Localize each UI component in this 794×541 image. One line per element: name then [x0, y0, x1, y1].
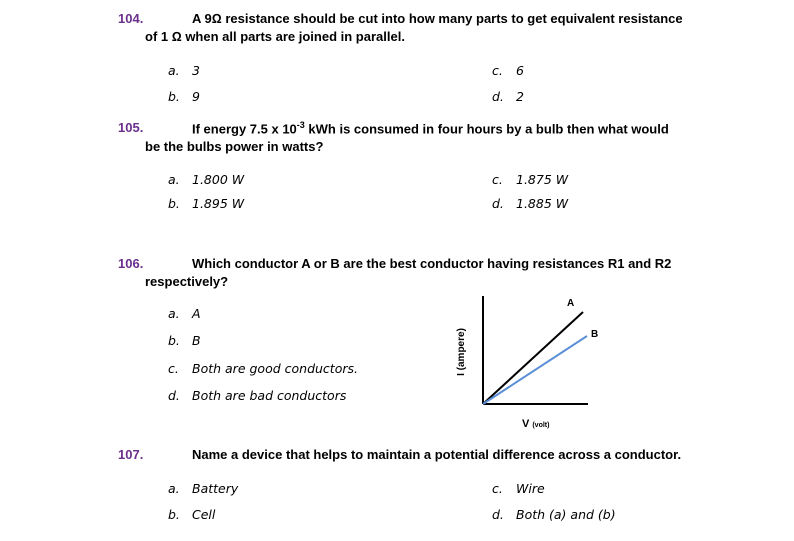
- option-letter: a.: [168, 172, 180, 187]
- question-text-line1: Which conductor A or B are the best conductor having resistances R1 and R2: [192, 256, 672, 271]
- y-axis-label: I (ampere): [456, 328, 467, 376]
- question-text-line2: be the bulbs power in watts?: [145, 139, 324, 154]
- option-d[interactable]: [492, 89, 524, 104]
- option-c[interactable]: [492, 63, 524, 78]
- option-a[interactable]: [168, 172, 244, 187]
- option-text: 1.800 W: [192, 172, 245, 187]
- option-text: A: [192, 306, 201, 321]
- option-c[interactable]: [168, 361, 358, 376]
- line-a-label: A: [567, 298, 575, 309]
- x-axis-label: V (volt): [522, 418, 550, 430]
- option-a[interactable]: [168, 481, 238, 496]
- option-a[interactable]: [168, 63, 200, 78]
- option-text: 3: [192, 63, 200, 78]
- option-letter: c.: [492, 481, 503, 496]
- option-text: Both (a) and (b): [516, 507, 616, 522]
- question-text-line2: of 1 Ω when all parts are joined in parallel.: [145, 29, 405, 44]
- option-letter: b.: [168, 89, 180, 104]
- option-d[interactable]: [492, 196, 568, 211]
- line-b-label: B: [591, 329, 599, 340]
- option-letter: d.: [492, 89, 504, 104]
- option-b[interactable]: [168, 89, 200, 104]
- line-b: [483, 336, 587, 404]
- option-letter: c.: [492, 63, 503, 78]
- option-letter: c.: [492, 172, 503, 187]
- option-text: 1.875 W: [516, 172, 569, 187]
- option-text: Wire: [516, 481, 545, 496]
- option-text: 1.885 W: [516, 196, 569, 211]
- question-number: 106.: [118, 256, 144, 271]
- option-b[interactable]: [168, 333, 201, 348]
- option-c[interactable]: [492, 172, 568, 187]
- question-text-line1: A 9Ω resistance should be cut into how many parts to get equivalent resistance: [192, 11, 683, 26]
- option-text: Cell: [192, 507, 216, 522]
- option-b[interactable]: [168, 507, 215, 522]
- option-letter: a.: [168, 63, 180, 78]
- question-text-line2: respectively?: [145, 274, 229, 289]
- option-text: 6: [516, 63, 524, 78]
- line-a: [483, 312, 583, 404]
- option-d[interactable]: [168, 388, 346, 403]
- option-text: Battery: [192, 481, 239, 496]
- option-a[interactable]: [168, 306, 201, 321]
- option-letter: a.: [168, 481, 180, 496]
- option-text: Both are bad conductors: [192, 388, 347, 403]
- option-text: 9: [192, 89, 200, 104]
- iv-graph: [445, 290, 605, 440]
- question-text-line1: Name a device that helps to maintain a potential difference across a conductor.: [192, 447, 682, 462]
- option-letter: d.: [492, 196, 504, 211]
- option-letter: a.: [168, 306, 180, 321]
- option-b[interactable]: [168, 196, 244, 211]
- option-letter: d.: [492, 507, 504, 522]
- option-letter: b.: [168, 333, 180, 348]
- option-text: 1.895 W: [192, 196, 245, 211]
- option-c[interactable]: [492, 481, 545, 496]
- question-number: 107.: [118, 447, 144, 462]
- option-letter: d.: [168, 388, 180, 403]
- question-number: 104.: [118, 11, 144, 26]
- option-letter: c.: [168, 361, 179, 376]
- question-number: 105.: [118, 120, 144, 135]
- option-text: B: [192, 333, 201, 348]
- question-text-line1: If energy 7.5 x $10^{-3}$ kWh is consumed in four hours by a bulb then what would: [192, 120, 669, 137]
- option-letter: b.: [168, 507, 180, 522]
- option-d[interactable]: [492, 507, 616, 522]
- option-letter: b.: [168, 196, 180, 211]
- option-text: Both are good conductors.: [192, 361, 358, 376]
- option-text: 2: [516, 89, 524, 104]
